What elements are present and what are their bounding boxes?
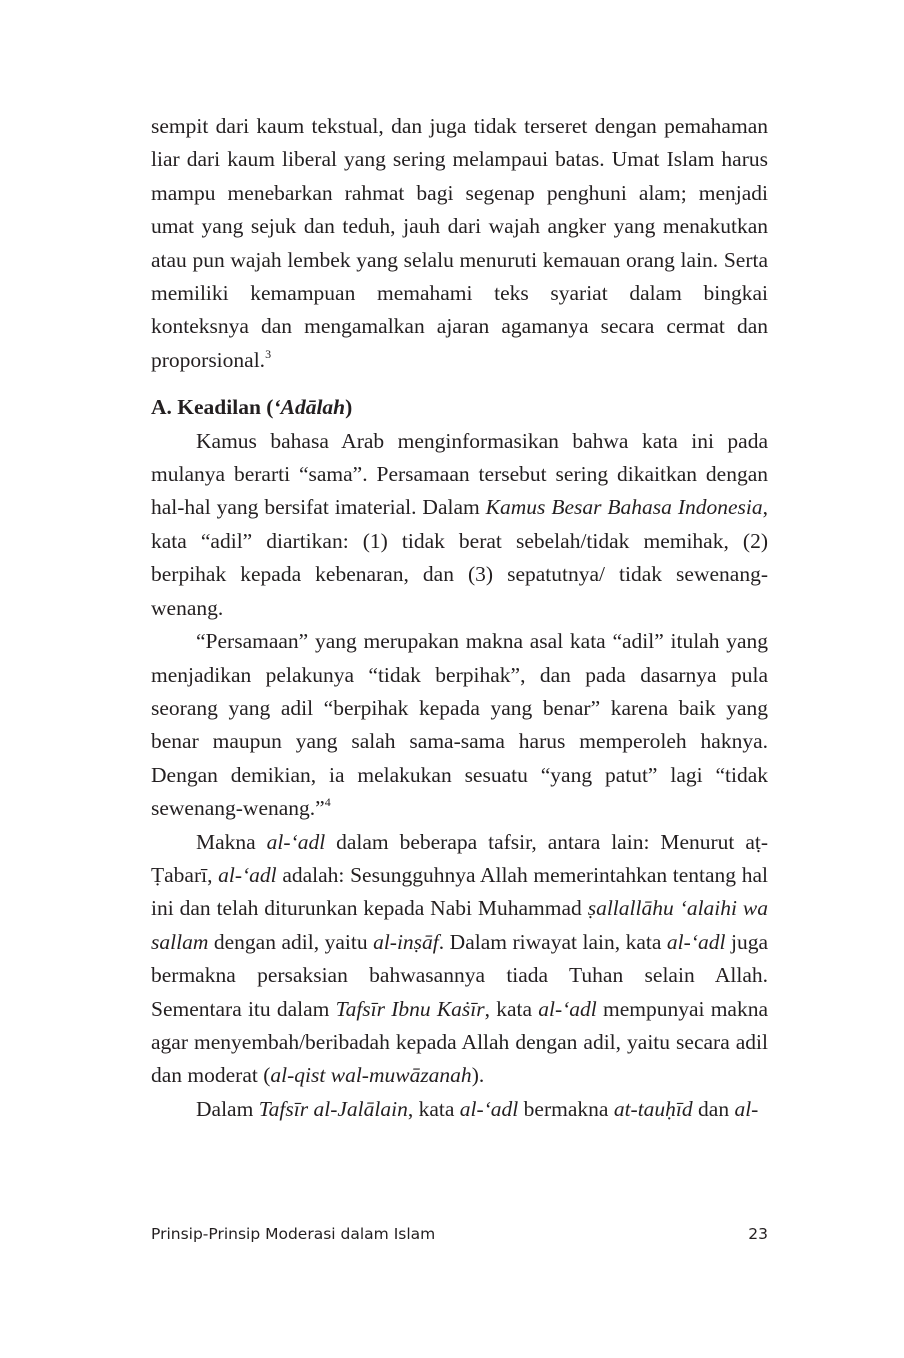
italic-run: al-‘adl [666,929,726,954]
text-run: , kata [484,996,539,1021]
footnote-ref-3: 3 [265,346,272,361]
text-run: Kamus bahasa Arab menginformasikan bahwa kata ini pada mulanya berarti “sama”. Persamaan tersebut sering dikaitkan dengan hal-hal yang bersifat imaterial. Dalam [151,428,768,520]
paragraph-kamus [151,425,768,625]
italic-run: al-qist wal-muwāzanah [270,1063,472,1088]
paragraph-intro-text: sempit dari kaum tekstual, dan juga tidak terseret dengan pemahaman liar dari kaum liberal yang sering melampaui batas. Umat Islam harus mampu menebarkan rahmat bagi segenap penghuni alam; menjadi umat yang sejuk dan teduh, jauh dari wajah angker yang menakutkan atau pun wajah lembek yang selalu menuruti kemauan orang lain. Serta memiliki kemampuan memahami teks syariat dalam bingkai konteksnya dan mengamalkan ajaran agamanya secara cermat dan proporsional. [151,114,768,372]
paragraph-makna [151,826,768,1093]
italic-run: Tafsīr al-Jalālain [258,1096,408,1121]
heading-term: ‘Adālah [273,395,346,420]
text-run: , kata “adil” diartikan: (1) tidak berat sebelah/tidak memihak, (2) berpihak kepada kebenaran, dan (3) sepatutnya/ tidak sewenang-wenang. [151,495,769,620]
text-run: , kata [407,1096,460,1121]
page-body [151,110,768,1126]
text-run: Makna [196,829,267,854]
text-run: . Dalam riwayat lain, kata [438,929,667,954]
text-run: dan [692,1096,735,1121]
paragraph-persamaan [151,625,768,825]
heading-prefix: A. Keadilan ( [151,395,274,420]
text-run: adalah: Sesungguhnya Allah memerintahkan tentang hal ini dan telah diturunkan kepada Nabi Muhammad [151,862,768,921]
italic-run: al-inṣāf [373,929,439,954]
text-run: bermakna [518,1096,614,1121]
italic-run: al-‘adl [538,996,597,1021]
text-run: mempunyai makna agar menyembah/beribadah kepada Allah dengan adil, yaitu secara adil dan moderat ( [151,996,769,1088]
paragraph-intro [151,110,768,377]
italic-run: al-‘adl [459,1096,519,1121]
paragraph-jalalain [151,1093,768,1126]
italic-run: al-‘adl [266,829,326,854]
text-run: juga bermakna persaksian bahwasannya tiada Tuhan selain Allah. Sementara itu dalam [151,929,768,1021]
section-heading [151,391,768,424]
page-number: 23 [748,1225,768,1243]
text-run: ). [471,1063,485,1088]
italic-run: ṣallallāhu ‘alaihi wa sallam [151,896,768,954]
paragraph-persamaan-text: “Persamaan” yang merupakan makna asal kata “adil” itulah yang menjadikan pelakunya “tidak berpihak”, dan pada dasarnya pula seorang yang adil “berpihak kepada yang benar” karena baik yang benar maupun yang salah sama-sama harus memperoleh haknya. Dengan demikian, ia melakukan sesuatu “yang patut” lagi “tidak sewenang-wenang.” [151,629,768,821]
text-run: dalam beberapa tafsir, antara lain: Menurut aṭ-Ṭabarī, [151,829,769,887]
text-run: dengan adil, yaitu [208,929,374,954]
italic-run: at-tauḥīd [613,1096,693,1121]
italic-run: Kamus Besar Bahasa Indonesia [485,495,763,520]
italic-run: al-‘adl [218,862,277,887]
running-footer-title: Prinsip-Prinsip Moderasi dalam Islam [151,1225,436,1243]
heading-suffix: ) [345,395,353,420]
page-footer [151,1222,768,1246]
footnote-ref-4: 4 [324,795,331,810]
text-run: Dalam [196,1096,259,1121]
italic-run: al- [734,1096,759,1121]
italic-run: Tafsīr Ibnu Kaṡīr [335,996,485,1021]
